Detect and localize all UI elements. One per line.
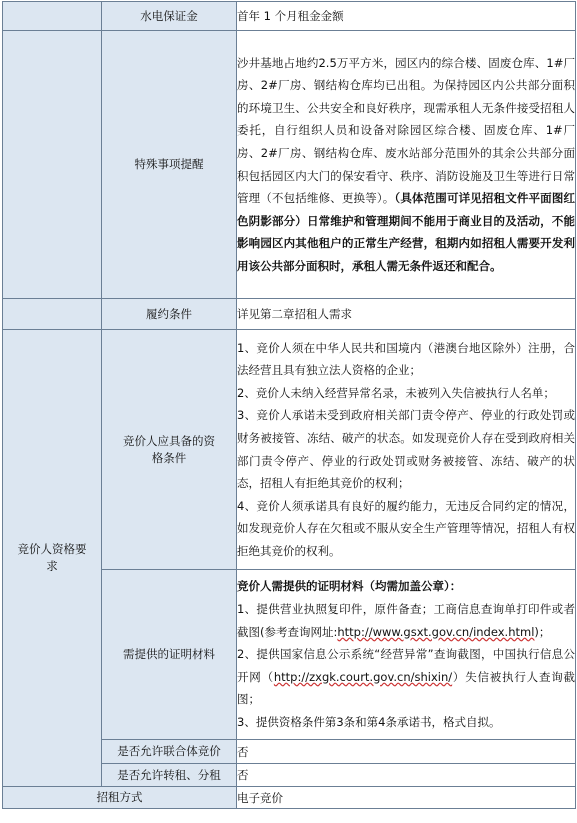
condition-item: 2、竞价人未纳入经营异常名录，未被列入失信被执行人名单；	[237, 385, 555, 400]
joint-bid-value: 否	[237, 740, 576, 764]
condition-item: 1、竞价人须在中华人民共和国境内（港澳台地区除外）注册，合法经营且具有独立法人资格的企业；	[237, 340, 575, 378]
materials-label: 需提供的证明材料	[102, 570, 237, 740]
deposit-value: 首年 1 个月租金金额	[237, 2, 576, 31]
method-label: 招租方式	[3, 787, 237, 809]
materials-value	[237, 570, 576, 740]
special-notice-row	[3, 31, 576, 299]
qualification-group-label	[3, 330, 102, 787]
sublease-label: 是否允许转租、分租	[102, 764, 237, 787]
performance-label: 履约条件	[102, 299, 237, 330]
group-blank-cell	[3, 31, 102, 299]
qualification-group-text: 竞价人资格要求	[17, 542, 87, 573]
joint-bid-label: 是否允许联合体竞价	[102, 740, 237, 764]
material-item: 2、提供国家信息公示系统“经营异常”查询截图，中国执行信息公开网（http://zxgk.court.gov.cn/shixin/）失信被执行人查询截图；	[237, 647, 576, 707]
material-item: 3、提供资格条件第3条和第4条承诺书，格式自拟。	[237, 714, 501, 729]
method-value: 电子竞价	[237, 787, 576, 809]
deposit-row	[3, 2, 576, 31]
special-notice-text: 沙井基地占地约2.5万平方米，园区内的综合楼、固废仓库、1#厂房、2#厂房、钢结构仓库均已出租。为保持园区内公共部分面积的环境卫生、公共安全和良好秩序，现需承租人无条件接受招租人委托，自行组织人员和设备对除园区综合楼、固废仓库、1#厂房、2#厂房、钢结构仓库、废水站部分范围外的其余公共部分面积包括园区内大门的保安看守、秩序、消防设施及卫生等进行日常管理（不包括维修、更换等）。	[237, 55, 575, 206]
zxgk-link[interactable]: http://zxgk.court.gov.cn/shixin/	[273, 669, 453, 684]
conditions-label-text: 竞价人应具备的资格条件	[123, 433, 215, 465]
group-blank-cell	[3, 299, 102, 330]
qualification-conditions-row	[3, 330, 576, 570]
performance-value: 详见第二章招租人需求	[237, 299, 576, 330]
conditions-label	[102, 330, 237, 570]
condition-item: 3、竞价人承诺未受到政府相关部门责令停产、停业的行政处罚或财务被接管、冻结、破产的状态。如发现竞价人存在受到政府相关部门责令停产、停业的行政处罚或财务被接管、冻结、破产的状态，招租人有拒绝其竞价的权利；	[237, 408, 575, 491]
method-row	[3, 787, 576, 809]
material-item: 1、提供营业执照复印件，原件备查；工商信息查询单打印件或者截图(参考查询网址:http://www.gsxt.gov.cn/index.html)；	[237, 602, 575, 639]
materials-heading: 竞价人需提供的证明材料（均需加盖公章）：	[237, 579, 462, 594]
special-notice-bold-text: （具体范围可详见招租文件平面图红色阴影部分）日常维护和管理期间不能用于商业目的及活动，不能影响园区内其他租户的正常生产经营，租期内如招租人需要开发利用该公共部分面积时，承租人需无条件返还和配合。	[237, 191, 575, 273]
conditions-value	[237, 330, 576, 570]
performance-row	[3, 299, 576, 330]
group-blank-cell	[3, 2, 102, 31]
gsxt-link[interactable]: http://www.gsxt.gov.cn/index.html	[337, 624, 535, 639]
sublease-value: 否	[237, 764, 576, 787]
deposit-label: 水电保证金	[102, 2, 237, 31]
condition-item: 4、竞价人须承诺具有良好的履约能力，无违反合同约定的情况，如发现竞价人存在欠租或不服从安全生产管理等情况，招租人有权拒绝其竞价的权利。	[237, 498, 575, 558]
special-notice-value	[237, 31, 576, 299]
special-notice-label: 特殊事项提醒	[102, 31, 237, 299]
rental-terms-table	[2, 1, 576, 809]
